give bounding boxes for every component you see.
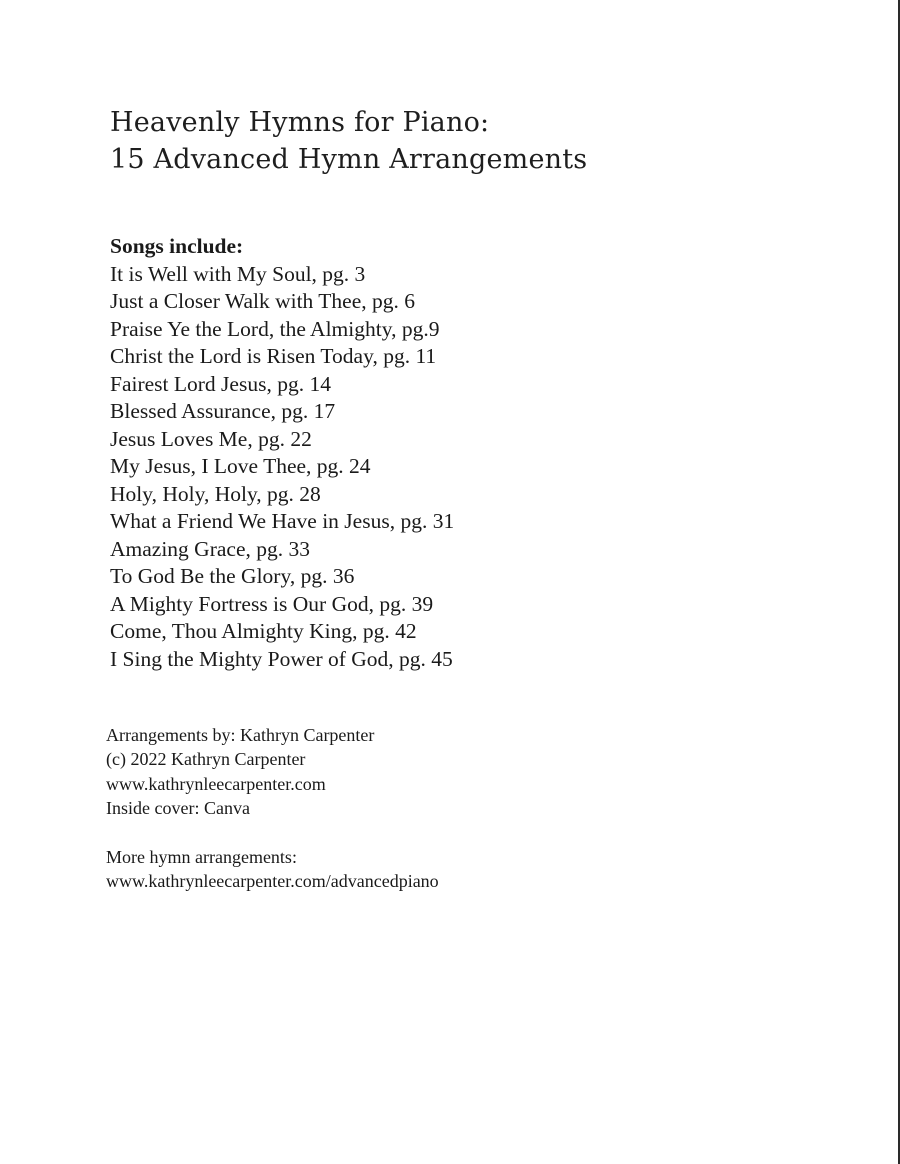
inside-cover-credit: Inside cover: Canva	[106, 797, 250, 818]
more-arrangements-url: www.kathrynleecarpenter.com/advancedpiano	[106, 871, 439, 892]
song-list	[110, 261, 454, 674]
song-item: A Mighty Fortress is Our God, pg. 39	[110, 591, 434, 616]
arrangements-credit: Arrangements by: Kathryn Carpenter	[106, 725, 375, 745]
song-item: Christ the Lord is Risen Today, pg. 11	[110, 344, 437, 368]
songs-section	[110, 233, 454, 673]
song-item: Praise Ye the Lord, the Almighty, pg.9	[110, 316, 440, 341]
more-arrangements-label: More hymn arrangements:	[106, 847, 297, 867]
more-arrangements-section	[106, 845, 439, 894]
document-title	[110, 104, 587, 178]
song-item: I Sing the Mighty Power of God, pg. 45	[110, 646, 453, 671]
song-item: Jesus Loves Me, pg. 22	[110, 426, 312, 451]
title-line-2: 15 Advanced Hymn Arrangements	[110, 144, 588, 175]
song-item: To God Be the Glory, pg. 36	[110, 564, 355, 588]
songs-heading: Songs include:	[110, 234, 244, 258]
song-item: Fairest Lord Jesus, pg. 14	[110, 371, 331, 396]
website-text: www.kathrynleecarpenter.com	[106, 773, 326, 794]
copyright-notice: (c) 2022 Kathryn Carpenter	[106, 749, 306, 770]
song-item: Amazing Grace, pg. 33	[110, 536, 310, 561]
song-item: What a Friend We Have in Jesus, pg. 31	[110, 509, 455, 533]
credits-section	[106, 723, 374, 820]
song-item: It is Well with My Soul, pg. 3	[110, 261, 366, 286]
song-item: Holy, Holy, Holy, pg. 28	[110, 481, 321, 506]
song-item: Come, Thou Almighty King, pg. 42	[110, 619, 417, 643]
song-item: My Jesus, I Love Thee, pg. 24	[110, 454, 371, 478]
title-line-1: Heavenly Hymns for Piano:	[110, 107, 490, 138]
song-item: Blessed Assurance, pg. 17	[110, 399, 336, 423]
song-item: Just a Closer Walk with Thee, pg. 6	[110, 289, 416, 313]
